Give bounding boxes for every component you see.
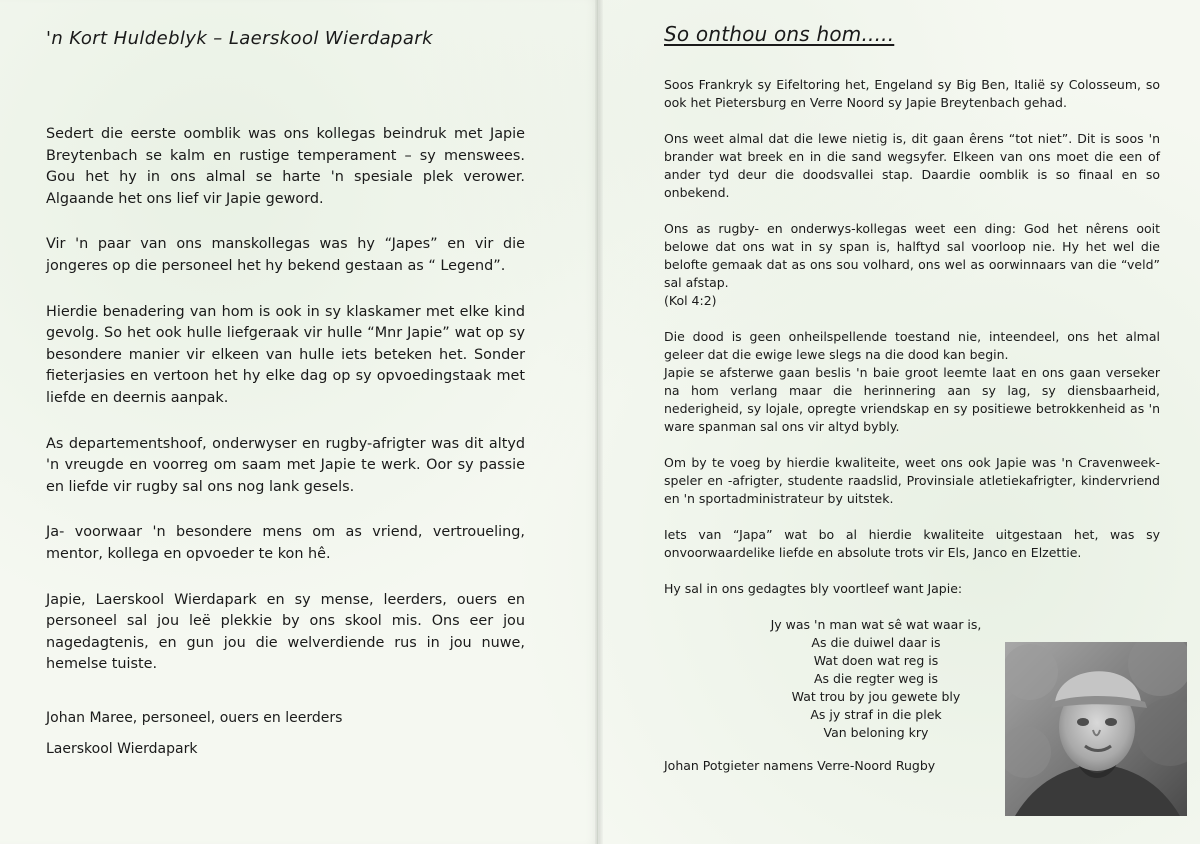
- verse-line: As die regter weg is: [813, 671, 939, 686]
- left-page-body: [46, 124, 525, 676]
- right-paragraph-7: Hy sal in ons gedagtes bly voortleef want Japie:: [664, 581, 963, 596]
- verse-line: Jy was 'n man wat sê wat waar is,: [770, 617, 982, 632]
- verse-line: As die duiwel daar is: [811, 635, 941, 650]
- right-page-title: So onthou ons hom.....: [664, 22, 895, 46]
- left-paragraph-3: Hierdie benadering van hom is ook in sy klaskamer met elke kind gevolg. So het ook hulle liefgeraak vir hulle “Mnr Japie” wat op sy besondere manier vir elkeen van hulle iets beteken het. Sonder fieterjasies en vertoon het hy elke dag op sy opvoedingstaak met liefde en deernis aanpak.: [46, 303, 525, 406]
- right-paragraph-2: Ons weet almal dat die lewe nietig is, dit gaan êrens “tot niet”. Dit is soos 'n brander wat breek en in die sand wegsyfer. Elkeen van ons moet die een of ander tyd deur die doodsvallei stap. Daardie oomblik is so finaal en so onbekend.: [664, 131, 1160, 200]
- left-paragraph-1: Sedert die eerste oomblik was ons kollegas beindruk met Japie Breytenbach se kalm en rustige temperament – sy menswees. Gou het hy in ons almal se harte 'n spesiale plek verower. Algaande het ons lief vir Japie geword.: [46, 126, 525, 207]
- verse-line: Van beloning kry: [823, 725, 929, 740]
- right-paragraph-5: Om by te voeg by hierdie kwaliteite, weet ons ook Japie was 'n Cravenweek-speler en -afrigter, studente raadslid, Provinsiale atletiekafrigter, kindervriend en 'n sportadministrateur by uitstek.: [664, 455, 1160, 506]
- left-signature-line-2: Laerskool Wierdapark: [46, 741, 198, 757]
- left-paragraph-6: Japie, Laerskool Wierdapark en sy mense, leerders, ouers en personeel sal jou leë plekkie by ons skool mis. Ons eer jou nagedagtenis, en gun jou die welverdiende rus in jou nuwe, hemelse tuiste.: [46, 591, 525, 673]
- right-signature: Johan Potgieter namens Verre-Noord Rugby: [664, 758, 936, 773]
- right-paragraph-1: Soos Frankryk sy Eifeltoring het, Engeland sy Big Ben, Italië sy Colosseum, so ook het Pietersburg en Verre Noord sy Japie Breytenbach gehad.: [664, 77, 1160, 110]
- left-signature-line-1: Johan Maree, personeel, ouers en leerders: [46, 710, 343, 726]
- memorial-photo: [1005, 642, 1187, 816]
- left-page: [0, 0, 598, 844]
- right-paragraph-3: Ons as rugby- en onderwys-kollegas weet een ding: God het nêrens ooit belowe dat ons wat in sy span is, halftyd sal voorloop nie. Hy het wel die belofte gemaak dat as ons sou volhard, ons wel as oorwinnaars van die “veld” sal afstap. (Kol 4:2): [664, 221, 1160, 308]
- right-paragraph-6: Iets van “Japa” wat bo al hierdie kwaliteite uitgestaan het, was sy onvoorwaardelike liefde en absolute trots vir Els, Janco en Elzettie.: [664, 527, 1160, 560]
- left-paragraph-2: Vir 'n paar van ons manskollegas was hy “Japes” en vir die jongeres op die personeel het hy bekend gestaan as “ Legend”.: [46, 236, 525, 274]
- left-paragraph-4: As departementshoof, onderwyser en rugby-afrigter was dit altyd 'n vreugde en voorreg om saam met Japie te werk. Oor sy passie en liefde vir rugby sal ons nog lank gesels.: [46, 435, 525, 495]
- verse-line: As jy straf in die plek: [810, 707, 942, 722]
- verse-line: Wat trou by jou gewete bly: [791, 689, 961, 704]
- verse-line: Wat doen wat reg is: [813, 653, 939, 668]
- right-paragraph-4: Die dood is geen onheilspellende toestand nie, inteendeel, ons het almal geleer dat die ewige lewe slegs na die dood kan begin. Japie se afsterwe gaan beslis 'n baie groot leemte laat en ons gaan verseker na hom verlang maar die herinnering aan sy lag, sy diensbaarheid, nederigheid, sy lojale, opregte vriendskap en sy positiewe betrokkenheid as 'n ware spanman sal ons vir altyd bybly.: [664, 329, 1160, 434]
- right-page-body: [664, 76, 1160, 598]
- left-signature-block: [46, 708, 342, 770]
- left-paragraph-5: Ja- voorwaar 'n besondere mens om as vriend, vertroueling, mentor, kollega en opvoeder te kon hê.: [46, 524, 525, 562]
- left-page-title: 'n Kort Huldeblyk – Laerskool Wierdapark: [46, 28, 433, 49]
